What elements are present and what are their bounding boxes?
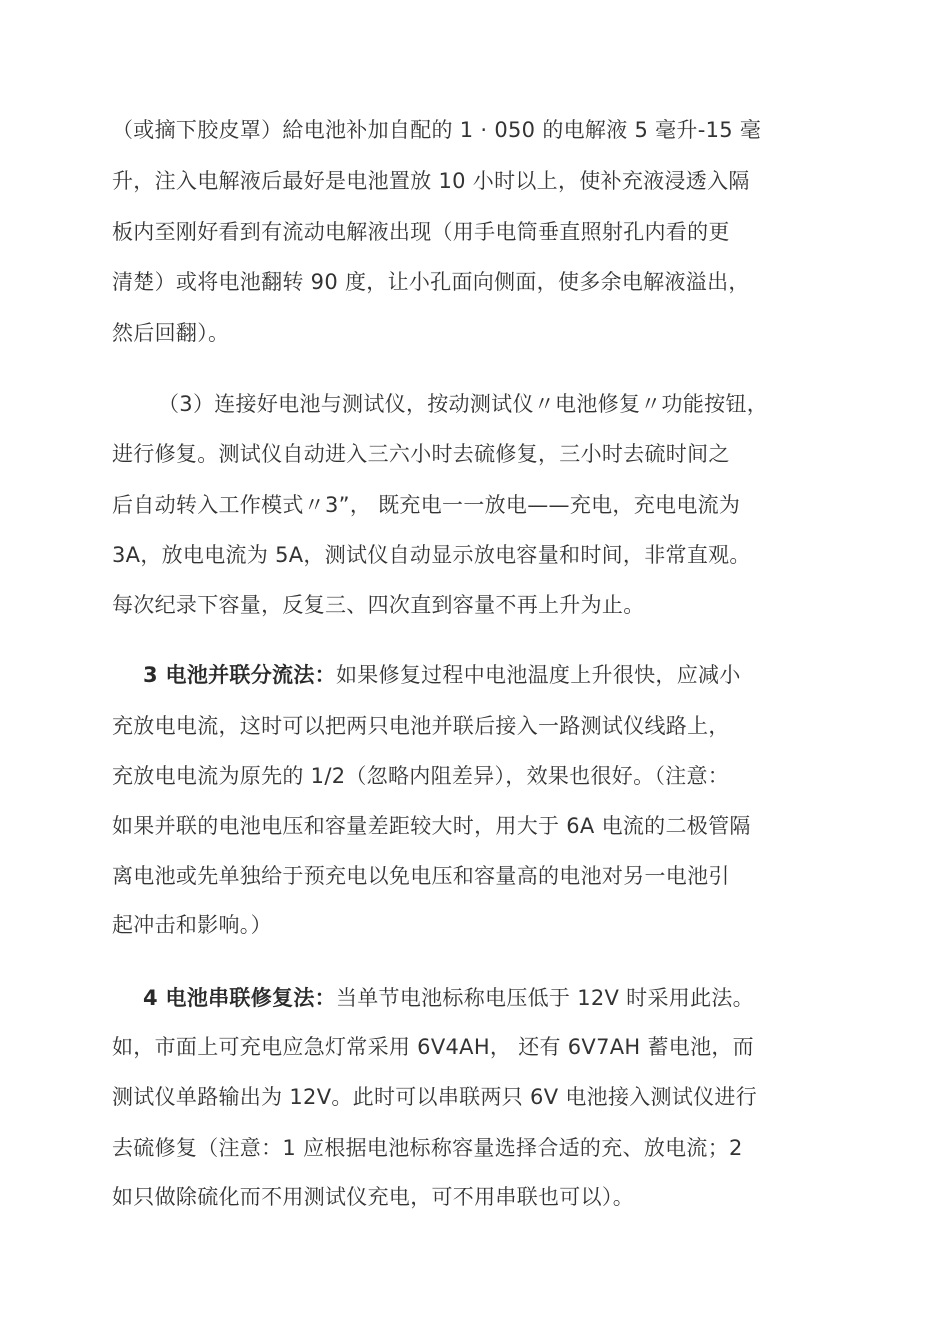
paragraph-3-line-4: 如果并联的电池电压和容量差距较大时，用大于 6A 电流的二极管隔 — [112, 814, 751, 838]
paragraph-4-line-3: 测试仪单路输出为 12V。此时可以串联两只 6V 电池接入测试仪进行 — [112, 1085, 758, 1109]
paragraph-4-line-5: 如只做除硫化而不用测试仪充电，可不用串联也可以）。 — [112, 1185, 634, 1209]
section-heading-parallel: 3 电池并联分流法： — [143, 663, 336, 687]
paragraph-2-line-2: 进行修复。测试仪自动进入三六小时去硫修复，三小时去硫时间之 — [112, 442, 730, 466]
paragraph-3-line-3: 充放电电流为原先的 1/2（忽略内阻差异），效果也很好。（注意： — [112, 764, 730, 788]
paragraph-3-line-1 — [143, 660, 843, 690]
paragraph-4-line-1 — [143, 983, 843, 1013]
paragraph-2-line-3: 后自动转入工作模式〃3”， 既充电一一放电——充电，充电电流为 — [112, 493, 741, 517]
paragraph-1-line-1: （或摘下胶皮罩）給电池补加自配的 1 · 050 的电解液 5 毫升-15 毫 — [112, 118, 762, 142]
paragraph-2-line-4: 3A，放电电流为 5A，测试仪自动显示放电容量和时间，非常直观。 — [112, 543, 751, 567]
paragraph-3-line-6: 起冲击和影响。） — [112, 913, 272, 937]
paragraph-3-line-2: 充放电电流，这时可以把两只电池并联后接入一路测试仪线路上， — [112, 714, 730, 738]
paragraph-1-line-4: 清楚）或将电池翻转 90 度，让小孔面向侧面，使多余电解液溢出， — [112, 270, 750, 294]
paragraph-1-line-5: 然后回翻）。 — [112, 321, 230, 345]
paragraph-4-line-4: 去硫修复（注意：1 应根据电池标称容量选择合适的充、放电流；2 — [112, 1136, 743, 1160]
paragraph-4-first-text: 当单节电池标称电压低于 12V 时采用此法。 — [335, 986, 754, 1010]
paragraph-3-first-text: 如果修复过程中电池温度上升很快，应减小 — [335, 663, 741, 687]
paragraph-4-line-2: 如，市面上可充电应急灯常采用 6V4AH， 还有 6V7AH 蓄电池，而 — [112, 1035, 754, 1059]
paragraph-1-line-2: 升，注入电解液后最好是电池置放 10 小时以上，使补充液浸透入隔 — [112, 169, 750, 193]
paragraph-3-line-5: 离电池或先单独给于预充电以免电压和容量高的电池对另一电池引 — [112, 864, 730, 888]
section-heading-series: 4 电池串联修复法： — [143, 986, 336, 1010]
paragraph-1-line-3: 板内至刚好看到有流动电解液出现（用手电筒垂直照射孔内看的更 — [112, 220, 730, 244]
paragraph-2-line-1: （3）连接好电池与测试仪，按动测试仪〃电池修复〃功能按钮， — [158, 392, 769, 416]
paragraph-2-line-5: 每次纪录下容量，反复三、四次直到容量不再上升为止。 — [112, 593, 645, 617]
